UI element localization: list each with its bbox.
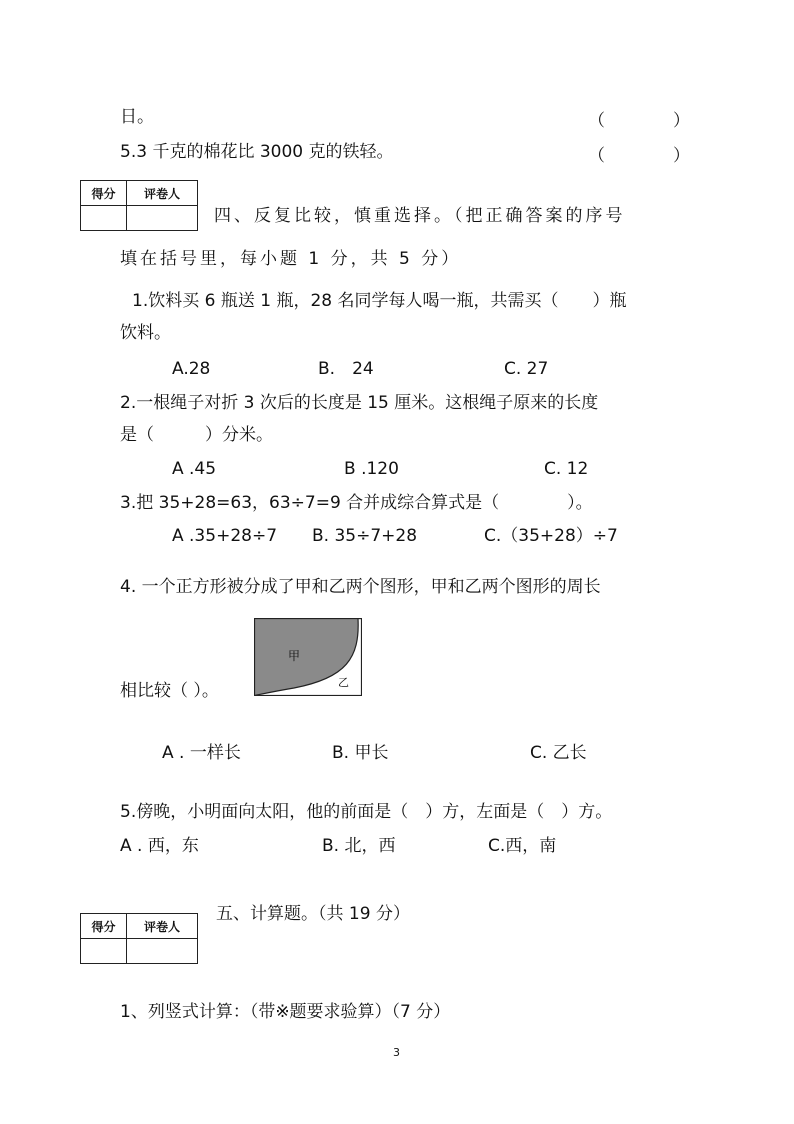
grader-header: 评卷人 [127, 914, 198, 939]
question-3: 3.把 35+28=63，63÷7=9 合并成综合算式是（ ）。 [120, 493, 593, 513]
q4-option-c[interactable]: C. 乙长 [530, 743, 587, 763]
q5-option-a[interactable]: A . 西，东 [120, 836, 199, 856]
question-2-cont: 是（ ）分米。 [120, 425, 273, 445]
figure-label-jia: 甲 [288, 649, 301, 663]
q2-option-b[interactable]: B .120 [344, 459, 399, 479]
q3-option-a[interactable]: A .35+28÷7 [172, 526, 278, 546]
q5-option-b[interactable]: B. 北，西 [322, 836, 396, 856]
score-cell[interactable] [81, 939, 127, 964]
q2-option-a[interactable]: A .45 [172, 459, 217, 479]
page-number: 3 [393, 1046, 400, 1059]
question-2: 2.一根绳子对折 3 次后的长度是 15 厘米。这根绳子原来的长度 [120, 393, 599, 413]
score-header: 得分 [81, 914, 127, 939]
answer-paren-1[interactable]: （ ） [588, 111, 690, 131]
subsection-vertical-calc: 1、列竖式计算：（带※题要求验算）（7 分） [120, 1002, 451, 1022]
section-4-title: 四、反复比较，慎重选择。（把正确答案的序号 [214, 206, 626, 226]
figure-label-yi: 乙 [338, 676, 349, 689]
question-4: 4. 一个正方形被分成了甲和乙两个图形，甲和乙两个图形的周长 [120, 577, 601, 597]
q4-option-b[interactable]: B. 甲长 [332, 743, 389, 763]
question-5: 5.傍晚，小明面向太阳，他的前面是（ ）方，左面是（ ）方。 [120, 802, 613, 822]
grader-cell[interactable] [127, 206, 198, 231]
grader-header: 评卷人 [127, 181, 198, 206]
square-division-figure [254, 618, 362, 696]
section-4-title-cont: 填在括号里，每小题 1 分，共 5 分） [120, 249, 462, 269]
grader-cell[interactable] [127, 939, 198, 964]
line-day-end: 日。 [120, 107, 154, 127]
q2-option-c[interactable]: C. 12 [544, 459, 589, 479]
q5-option-c[interactable]: C.西，南 [488, 836, 557, 856]
score-cell[interactable] [81, 206, 127, 231]
q1-option-c[interactable]: C. 27 [504, 359, 549, 379]
question-1-cont: 饮料。 [120, 323, 171, 343]
question-1: 1.饮料买 6 瓶送 1 瓶，28 名同学每人喝一瓶，共需买（ ）瓶 [132, 291, 627, 311]
q3-option-c[interactable]: C.（35+28）÷7 [484, 526, 618, 546]
q1-option-a[interactable]: A.28 [172, 359, 211, 379]
q4-option-a[interactable]: A . 一样长 [162, 743, 241, 763]
answer-paren-2[interactable]: （ ） [588, 146, 690, 166]
score-header: 得分 [81, 181, 127, 206]
score-table-1 [80, 180, 198, 231]
q3-option-b[interactable]: B. 35÷7+28 [312, 526, 418, 546]
q1-option-b[interactable]: B. 24 [318, 359, 374, 379]
question-4-cont: 相比较（ ）。 [120, 681, 219, 701]
score-table-2 [80, 913, 198, 964]
section-5-title: 五、计算题。（共 19 分） [216, 904, 410, 924]
statement-cotton-iron: 5.3 千克的棉花比 3000 克的铁轻。 [120, 142, 394, 162]
